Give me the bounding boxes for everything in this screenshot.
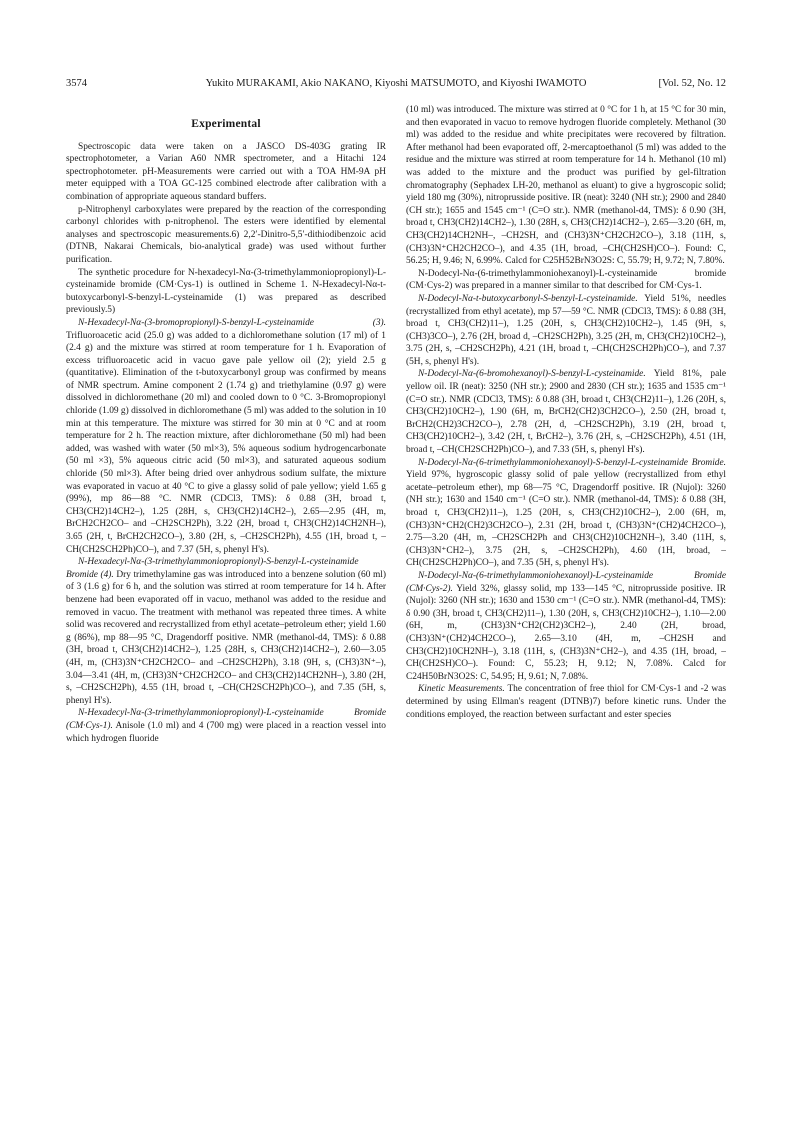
paragraph-kinetics: [406, 683, 726, 721]
paragraph-body: Yield 81%, pale yellow oil. IR (neat): 3250 (NH str.); 2900 and 2830 (CH str.); 1635 and 1535 cm⁻¹ (C=O str.). NMR (CDCl3, TMS): δ 0.88 (3H, broad t, CH3(CH2)11–), 1.26 (20H, s, CH3(CH2)10CH2–), 1.90 (6H, m, BrCH2(CH2)3CH2CO–), 2.50 (2H, broad t, BrCH2(CH2)3CH2CO–), 2.78 (2H, d, –CH2SCH2Ph), 3.19 (2H, broad t, CH3(CH2)10CH2–), 3.42 (2H, t, BrCH2–), 3.76 (2H, s, –CH2SCH2Ph), 4.51 (1H, broad t, –CH(CH2SCH2Ph)CO–), and 7.33 (5H, s, phenyl H's).: [406, 369, 727, 456]
right-column: [406, 104, 726, 721]
paragraph-compound-4: [66, 556, 386, 707]
left-column: [66, 104, 386, 745]
page-number: 3574: [66, 78, 87, 89]
paragraph-cm-cys-1: [66, 707, 386, 745]
paragraph-cm-cys-2: [406, 570, 726, 683]
paragraph-body: Anisole (1.0 ml) and 4 (700 mg) were placed in a reaction vessel into which hydrogen fluoride: [66, 720, 386, 744]
paragraph-cm-cys-2-intro: N-Dodecyl-Nα-(6-trimethylammoniohexanoyl)-L-cysteinamide bromide (CM·Cys-2) was prepared in a manner similar to that described for CM·Cys-1.: [406, 268, 726, 292]
paragraph-body: Yield 32%, glassy solid, mp 133—145 °C, nitroprusside positive. IR (Nujol): 3260 (NH str.); 1630 and 1530 cm⁻¹ (C=O str.). NMR (methanol-d4, TMS): δ 0.90 (3H, broad t, CH3(CH2)11–), 1.30 (20H, s, CH3(CH2)10CH2–), 1.10—2.00 (6H, m, (CH3)3N⁺CH2(CH2)3CH2–), 2.40 (2H, broad, (CH3)3N⁺(CH2)4CH2CO–), 2.65—3.10 (4H, m, –CH2SH and CH3(CH2)10CH2NH–), 3.18 (11H, s, (CH3)3N⁺CH2–), and 4.35 (1H, broad, –CH(CH2SH)CO–). Found: C, 55.23; H, 9.12; N, 7.08%. Calcd for C24H50BrN3O2S: C, 54.95; H, 9.61; N, 7.08%.: [406, 583, 726, 682]
paragraph-body: Trifluoroacetic acid (25.0 g) was added to a dichloromethane solution (17 ml) of 1 (2.4 g) and the mixture was stirred at room temperature for 1 h. Evaporation of excess trifluoroacetic acid in vacuo gave pale yellow oil (2); yield 2.5 g (quantitative). Elimination of the t-butoxycarbonyl group was confirmed by means of NMR spectrum. Amine component 2 (1.74 g) and triethylamine (0.97 g) were dissolved in dichloromethane (20 ml) and cooled down to 0 °C. 3-Bromopropionyl chloride (1.09 g) dissolved in dichloromethane (5 ml) was added to the solution in 10 min at this temperature. The mixture was stirred for 30 min at 0 °C and at room temperature for 2 h. The reaction mixture, after dichloromethane (50 ml) had been added, was washed with water (50 ml×3), 5% aqueous sodium hydrogencarbonate (50 ml ×3), 5% aqueous citric acid (50 ml×3), and saturated aqueous sodium chloride (50 ml×3). After being dried over anhydrous sodium sulfate, the mixture was evaporated in vacuo at 40 °C to give a glassy solid of pale yellow; yield 1.65 g (99%), mp 86—88 °C. NMR (CDCl3, TMS): δ 0.88 (3H, broad t, CH3(CH2)14CH2–), 1.25 (28H, s, CH3(CH2)14CH2–), 2.65—2.95 (4H, m, BrCH2CH2CO– and –CH2SCH2Ph), 3.22 (2H, broad t, CH3(CH2)14CH2NH–), 3.65 (2H, t, BrCH2CH2CO–), 3.80 (2H, s, –CH2SCH2Ph), 4.55 (1H, broad t, –CH(CH2SCH2Ph)CO–), and 7.37 (5H, s, phenyl H's).: [66, 330, 386, 555]
paragraph-benzyl-bromide: [406, 457, 726, 570]
subheading: N-Dodecyl-Nα-(6-bromohexanoyl)-S-benzyl-L-cysteinamide.: [418, 369, 646, 380]
paragraph-body: The concentration of free thiol for CM·Cys-1 and -2 was determined by using Ellman's reagent (DTNB)7) before kinetic runs. Under the conditions employed, the reaction between surfactant and ester species: [406, 684, 726, 720]
paragraph-continued: (10 ml) was introduced. The mixture was stirred at 0 °C for 1 h, at 15 °C for 30 min, and then evaporated in vacuo to remove hydrogen fluoride completely. Methanol (30 ml) was added to the residue and white precipitates were recovered by filtration. After methanol had been evaporated off, 2-mercaptoethanol (5 ml) was added to the residue and the mixture was stirred at room temperature for 14 h. Methanol (10 ml) was added to the mixture and the product was purified by gel-filtration chromatography (Sephadex LH-20, methanol as eluant) to give a hygroscopic solid; yield 180 mg (30%), nitroprusside positive. IR (neat): 3240 (NH str.); 2900 and 2840 (CH str.); 1655 and 1545 cm⁻¹ (C=O str.). NMR (methanol-d4, TMS): δ 0.90 (3H, broad t, CH3(CH2)14CH2–), 1.30 (28H, s, CH3(CH2)14CH2–), 2.65—3.20 (6H, m, CH3(CH2)14CH2NH–, –CH2SH, and (CH3)3N⁺CH2CH2CO–), 3.18 (11H, s, (CH3)3N⁺CH2CH2CO–), and 4.35 (1H, broad, –CH(CH2SH)CO–). Found: C, 56.25; H, 9.46; N, 6.99%. Calcd for C25H52BrN3O2S: C, 55.79; H, 9.72; N, 7.80%.: [406, 105, 726, 267]
subheading: N-Dodecyl-Nα-(6-trimethylammoniohexanoyl)-L-cysteinamide Bromide (CM·Cys-2).: [406, 570, 726, 594]
paragraph-instruments: Spectroscopic data were taken on a JASCO DS-403G grating IR spectrophotometer, a Varian A60 NMR spectrometer, and a Hitachi 124 spectrophotometer. pH-Measurements were carried out with a TOA HM-9A pH meter equipped with a TOA GC-125 combined electrode after calibration with a combination of appropriate aqueous standard buffers.: [66, 141, 386, 202]
paragraph-body: Yield 51%, needles (recrystallized from ethyl acetate), mp 57—59 °C. NMR (CDCl3, TMS): δ 0.88 (3H, broad t, CH3(CH2)11–), 1.25 (20H, s, CH3(CH2)10CH2–), 1.45 (9H, s, (CH3)3CO–), 2.76 (2H, broad d, –CH2SCH2Ph), 3.25 (2H, m, CH3(CH2)10CH2–), 3.75 (2H, s, –CH2SCH2Ph), 4.21 (1H, broad t, –CH(CH2SCH2Ph)CO–), and 7.37 (5H, s, phenyl H's).: [406, 293, 727, 367]
header-journal: [Vol. 52, No. 12: [658, 78, 726, 89]
paragraph-synthesis-overview: The synthetic procedure for N-hexadecyl-Nα-(3-trimethylammoniopropionyl)-L-cysteinamide bromide (CM·Cys-1) is outlined in Scheme 1. N-Hexadecyl-Nα-t-butoxycarbonyl-S-benzyl-L-cysteinamide (1) was prepared as described previously.5): [66, 267, 386, 316]
header-authors: Yukito MURAKAMI, Akio NAKANO, Kiyoshi MATSUMOTO, and Kiyoshi IWAMOTO: [205, 78, 587, 89]
subheading: N-Dodecyl-Nα-(6-trimethylammoniohexanoyl)-S-benzyl-L-cysteinamide Bromide.: [418, 457, 726, 468]
subheading: N-Hexadecyl-Nα-(3-bromopropionyl)-S-benzyl-L-cysteinamide (3).: [78, 317, 386, 328]
paragraph-body: Yield 97%, hygroscopic glassy solid of pale yellow (recrystallized from ethyl acetate–petroleum ether), mp 68—75 °C, Dragendorff positive. IR (Nujol): 3260 (NH str.); 1630 and 1540 cm⁻¹ (C=O str.). NMR (methanol-d4, TMS): δ 0.88 (3H, broad t, CH3(CH2)11–), 1.25 (20H, s, CH3(CH2)10CH2–), 2.00 (6H, m, (CH3)3N⁺CH2(CH2)3CH2CO–), 2.31 (2H, broad t, (CH3)3N⁺(CH2)4CH2CO–), 2.75—3.20 (4H, m, –CH2SCH2Ph and CH3(CH2)10CH2NH–), 3.40 (11H, s, (CH3)3N⁺CH2–), 3.75 (2H, s, –CH2SCH2Ph), 4.60 (1H, broad, –CH(CH2SCH2Ph)CO–), and 7.35 (5H, s, phenyl H's).: [406, 470, 726, 569]
paragraph-body: Dry trimethylamine gas was introduced into a benzene solution (60 ml) of 3 (1.6 g) for 6 h, and the solution was stirred at room temperature for 14 h. After benzene had been evaporated off in vacuo, methanol was added to the residue and removed in vacuo. The treatment with methanol was repeated three times. A white solid was recovered and recrystallized from ethyl acetate–petroleum ether; yield 1.60 g (86%), mp 88—95 °C, Dragendorff positive. NMR (methanol-d4, TMS): δ 0.88 (3H, broad t, CH3(CH2)14CH2–), 1.25 (28H, s, CH3(CH2)14CH2–), 2.60—3.05 (4H, m, (CH3)3N⁺CH2CH2CO– and –CH2SCH2Ph), 3.18 (9H, s, (CH3)3N⁺–), 3.04—3.41 (4H, m, (CH3)3N⁺CH2CH2CO– and CH3(CH2)14CH2NH–), 3.80 (2H, s, –CH2SCH2Ph), 4.55 (1H, broad t, –CH(CH2SCH2Ph)CO–), and 7.35 (5H, s, phenyl H's).: [66, 569, 386, 706]
paragraph-esters: p-Nitrophenyl carboxylates were prepared by the reaction of the corresponding carbonyl chlorides with p-nitrophenol. The esters were identified by elemental analyses and spectroscopic measurements.6) 2,2′-Dinitro-5,5′-dithiodibenzoic acid (DTNB, Nakarai Chemicals, bio-analytical grade) was used without further purification.: [66, 204, 386, 265]
running-header: [66, 76, 726, 92]
paragraph-compound-3: [66, 317, 386, 556]
subheading: N-Dodecyl-Nα-t-butoxycarbonyl-S-benzyl-L-cysteinamide.: [418, 293, 638, 304]
section-heading: Experimental: [191, 118, 261, 130]
subheading: N-Hexadecyl-Nα-(3-trimethylammoniopropionyl)-S-benzyl-L-cysteinamide Bromide (4).: [66, 557, 359, 580]
subheading: Kinetic Measurements.: [418, 684, 505, 695]
paragraph-boc-compound: [406, 293, 726, 369]
paragraph-bromohexanoyl: [406, 368, 726, 456]
subheading: N-Hexadecyl-Nα-(3-trimethylammoniopropionyl)-L-cysteinamide Bromide (CM·Cys-1).: [66, 708, 386, 731]
